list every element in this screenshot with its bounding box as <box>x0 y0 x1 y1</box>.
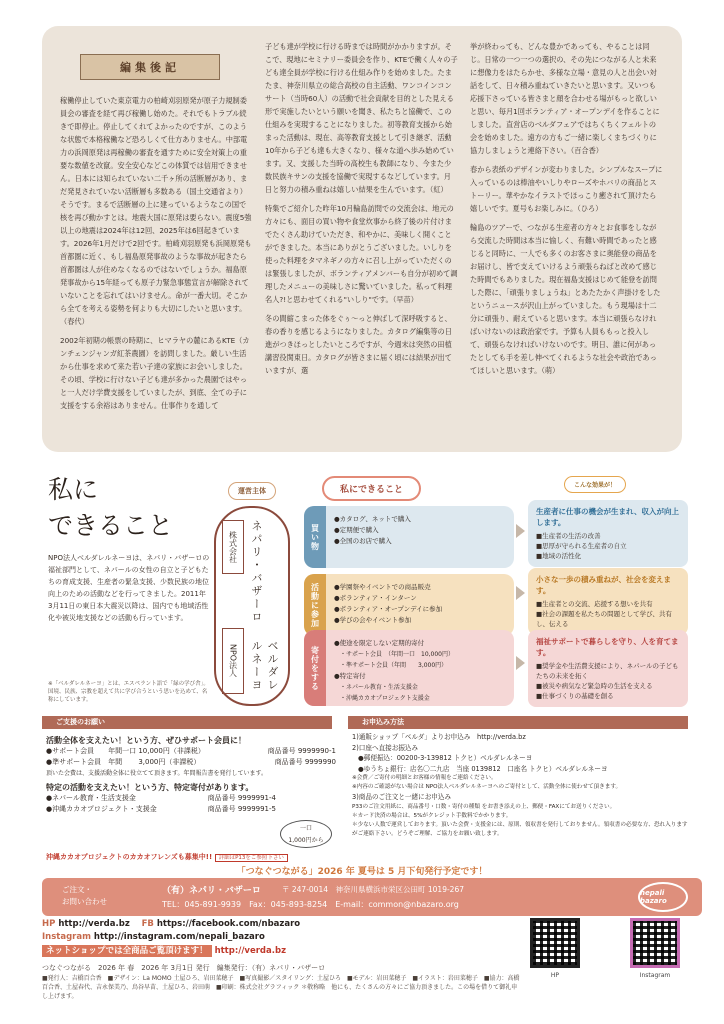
net-shop-label: ネットショップでは全商品ご覧頂けます！ <box>42 945 212 957</box>
row-item: ●定期便で購入 <box>334 526 379 534</box>
effect-box-welfare: 福祉サポートで暮らしを守り、人を育てます。 ■奨学金や生活費支援により、ネパールの子どもたちの未来を拓く ■被災や病気など緊急時の生活を支える ■仕事づくりの基礎を創る <box>528 630 688 707</box>
effect-label: こんな効果が！ <box>564 476 626 493</box>
arrow-right-icon <box>516 524 525 538</box>
colophon-issue: つなぐつながる 2026 年 春 2026 年 3月1日 発行 編集発行：（有）ネパリ・バザーロ <box>42 964 326 972</box>
operator-label: 運営主体 <box>228 482 276 500</box>
intro-text: NPO法人ベルダレルネーヨは、ネパリ・バザーロの福祉部門として、ネパールの女性の自立と子どもたちの育成支援、生産者の緊急支援、少数民族の地位向上のための活動などを行ってきました。2011年3月11日の東日本大震災以降は、国内でも地域活性化や被災地支援などの活動も行っています。 <box>48 554 210 622</box>
effect-box-producers: 生産者に仕事の機会が生まれ、収入が向上します。 ■生産者の生活の改善 ■思厚が守られる生産者の自立 ■地域の活性化 <box>528 500 688 567</box>
operator-organizations <box>214 506 290 706</box>
row-item: ●使途を限定しない定期的寄付 <box>334 639 425 647</box>
donation-line: ●沖縄カカオプロジェクト・支援金 商品番号 9999991-5 <box>46 805 276 813</box>
notes-column-2 <box>265 40 458 440</box>
row-item: ・ネパール教育・生活支援金 <box>340 684 418 691</box>
row-item: ・沖縄カカオプロジェクト支援金 <box>340 695 430 702</box>
fb-link[interactable]: https://facebook.com/nbazaro <box>156 919 301 929</box>
row-item: ●ボランティア・オープンデイに参加 <box>334 605 443 613</box>
org-type-company: 株式会社 <box>222 520 244 574</box>
instagram-key: Instagram <box>42 932 91 942</box>
row-item: ・サポート会員 （年間一口 10,000円） <box>340 651 454 658</box>
note-paragraph: 子ども達が学校に行ける時までは時間がかかりますが。そこで、現地にセミナリー委員会を作り、KTEで働く人々の子ども達全員が学校に行ける仕組み作りを始めました。たまたま、神奈川県立の総合高校の自主活動、ワンコインコンサート（当時60人）の活動で社会貢献を目的とした見える形で実施したいという願いを聞き、私たちと協働で、この仕組みを実現することになりました。初等教育支援から始まった活動は、現在、高等教育支援として引き継ぎ、活動10年から子ども達も大きくなり、様々な道へ歩み始めています。又、支援した当時の高校生も教師になり、今また少数民族キサンの支援を協働で実現するなどしています。月日と努力の積み重ねは嬉しい結果を生んでいます。（紅） <box>265 42 458 194</box>
support-header: ご支援のお願い <box>42 716 332 729</box>
row-item: ●カタログ、ネットで購入 <box>334 515 411 523</box>
note-paragraph: 挙が終わっても、どんな豊かであっても、やることは同じ。日常の一つ一つの選択の、その先につながる人と未来に想像力をはたらかせ、多様な立場・意見の人と出会い対話をして、日々積み重ねていきたいと思います。又いつも応援下さっている皆さまと顔を合わせる場がもっと欲しいと思い、毎月1回ボランティア・オープンデイを作ることにしました。直営店のベルダフェアではちくちくフェルトの会を始めました。遠方の方もご一緒に楽しくまちづくりに協力しましょうと連絡下さい。（百合香） <box>470 42 660 155</box>
row-item: ●全国のお店で購入 <box>334 537 392 545</box>
order-section <box>352 732 692 839</box>
arrow-right-icon <box>516 656 525 670</box>
note-paragraph: 輪島のツアーで、つながる生産者の方々とお食事をしながら交流した時間は本当に愉しく、有難い時間であったと感じると同時に、一人でも多くのお客さまに奥能登の商品をお届けし、皆で支えていけるよう頑張らねばと改めて感じた時間でもありました。現在福島支援はじめて能登を訪問した際に、「頑張りましょうね」とあたたかく声掛けをしたというニュースが沢山上がっていました。もう現場は十二分に頑張り、耐えていると思います。本当に頑張らなければいけないのは政治家です。予算も人員ももっと投入して、頑張らなければいけないのです。明日、誰に何があったとしても手を差し伸べてくれるような社会や政治であってほしいと思います。（萌） <box>470 223 661 375</box>
intro-note: ※「ベルダレルネーヨ」とは、エスペラント語で「緑の学び舎」。国境、民族、宗教を超えて共に学び合うという思いを込めて、名称にしています。 <box>48 681 209 703</box>
org-name-verda: ベルダレルネーヨ <box>250 640 279 692</box>
org-type-npo: NPO法人 <box>222 628 244 694</box>
note-paragraph: 冬の間縮こまった体をぐぅ〜っと伸ばして深呼吸すると、春の香りを感じるようになりました。カタログ編集等の日進がつきほっとしたいところですが、今週末は突然の田植講習役関東日。カタログが皆さまに届く頃には結果が出ていますが、選 <box>265 314 452 375</box>
net-shop-line <box>42 944 286 956</box>
next-issue-notice: 「つなぐつながる」2026 年 夏号は 5 月下旬発行予定です！ <box>236 867 488 877</box>
order-line: 3)商品のご注文と一緒にお申込み <box>352 793 452 801</box>
hp-key: HP <box>42 919 56 929</box>
qr-code-instagram-icon <box>630 918 680 968</box>
contact-label: ご注文・ お問い合わせ <box>62 885 107 906</box>
order-note: ※内容のご確認がない場合は NPO法人ベルダレルネーヨへのご寄付として、活動全体に使わせて頂きます。 <box>352 784 622 790</box>
colophon-credits: ■発行人：吉橋百合香 ■デザイン：La MOMO 土屋ひろ、岩田菜穂子 ■写真撮影／スタイリング：土屋ひろ ■モデル：岩田菜穂子 ■イラスト：岩田菜穂子 ■協力：高橋百合香、土屋春代、吉永保美乃、鳥谷早苗、土屋ひろ、岩田萌 ■印刷：株式会社グラフィック ＊敬称略 他にも、たくさんの方々にご協力頂きました。この場を借りて御礼申し上げます。 <box>42 975 520 1000</box>
order-header: お申込み方法 <box>348 716 688 729</box>
notes-column-3 <box>470 40 663 440</box>
can-do-label: 私にできること <box>322 476 421 501</box>
order-note: ※会費／ご寄付の明細とお客様の情報をご連絡ください。 <box>352 775 497 781</box>
company-phone-email: TEL：045-891-9939 Fax：045-893-8254 E-mail：common@nbazaro.org <box>162 900 459 909</box>
membership-line: ●準サポート会員 年間 3,000円（非課税） 商品番号 9999990 <box>46 758 336 766</box>
row-tag: 活動に参加 <box>304 574 326 636</box>
membership-line: ●サポート会員 年間一口 10,000円（非課税） 商品番号 9999990-1 <box>46 747 336 755</box>
row-item: ・準サポート会員（年間 3,000円） <box>340 662 448 669</box>
instagram-link[interactable]: http://instagram.com/nepali_bazaro <box>93 932 265 942</box>
order-line: 2)口座へ直接お振込み <box>352 743 419 752</box>
row-item: ●ボランティア・インターン <box>334 594 417 602</box>
support-lead: 活動全体を支えたい！という方、ぜひサポート会員に！ <box>46 736 246 745</box>
row-donate <box>304 630 514 706</box>
note-paragraph: 特集でご紹介した昨年10月輪島訪問での交流会は、地元の方々にも、面目の買い物や食堂炊事から終了後の片付けまでたくさん助けていただき、和やかに、美味しく開くことができました。本当にありがとうございました。いしりを使った料理をタマネギノの方々に召し上がっていただくのは緊張しましたが、ボランティアメンバーも自分が初めて調理したメニューの美味しさに驚いていました。私って料理名人?!と思わせてくれる"いしり"です。（早苗） <box>265 204 458 304</box>
qr-code-hp-icon <box>530 918 580 968</box>
nepali-bazaro-logo: nepali bazaro <box>638 882 688 912</box>
qr-label-instagram: Instagram <box>639 972 671 979</box>
note-paragraph: 2002年初期の帳票の時期に、ヒマラヤの麓にあるKTE（カンチェンジャンガ紅茶農園）を訪問しました。厳しい生活から仕事を求めて来た若い子達の家族にお会いしました。その頃、学校に行けない子ども達が多かった農園ではやっと一人だけ学費支援をしていましたが、到底、全ての子に支援をする余裕はありません。仕事作りを通して <box>60 336 250 410</box>
okinawa-cacao-notice: 沖縄カカオプロジェクトのカカオフレンズも募集中!! 詳細はP13をご参照下さい <box>46 852 288 862</box>
donation-line: ●ネパール教育・生活支援金 商品番号 9999991-4 <box>46 794 276 802</box>
row-item: ●学園祭やイベントでの商品販売 <box>334 583 431 591</box>
support-note: 頂いた会費は、支援活動全体に役立てて頂きます。年間報告書を発行しています。 <box>46 770 268 777</box>
what-i-can-do-section <box>42 462 702 714</box>
note-paragraph: 春から表紙のデザインが変わりました。シンプルなスープに入っているのは棒油やいしりやローズやホバリの商品とストーリー。華やかなイラストでほっこり癒されて頂けたら嬉しいです。夏号もお楽しみに。（ひろ） <box>470 165 663 213</box>
order-note: P33のご注文用紙に、商品番号・口数・寄付の種類 をお書き添えの上、郵便・FAXにてお送りください。 <box>352 803 616 810</box>
qr-label-hp: HP <box>550 972 560 979</box>
row-item: ●特定寄付 <box>334 672 366 680</box>
arrow-right-icon <box>516 586 525 600</box>
row-item: ●学びの会やイベント参加 <box>334 616 412 624</box>
order-line: 1)通販ショップ「ベルダ」よりお申込み http://verda.bz <box>352 733 526 741</box>
row-tag: 寄付をする <box>304 630 326 706</box>
row-tag: 買い物 <box>304 506 326 568</box>
net-shop-link[interactable]: http://verda.bz <box>214 946 287 956</box>
note-paragraph: 稼働停止していた東京電力の柏崎刈羽原発が原子力規制委員会の審査を経て再び稼働し始めた。それでもトラブル続きで即停止。停止してくれてよかったのですが、このような状態で本格稼働など恐ろしくて仕方ありません。中部電力の浜岡原発は再稼働の審査を通すために安全対策上の重要な数値を改竄。安全安心などこの体質では信用できません。日本には知られていない二千ヶ所の活断層があり、まだ発見されていない活断層も多数ある（国土交通省より）そうです。まるで活断層の上に建っているようなこの国で核を再び動かすとは。地震大国に原発は要らない。震度5強以上の地震は2024年は12回、2025年は6回起きています。2026年1月だけで2回です。柏崎刈羽原発も浜岡原発も首都圏に近く、もし福島原発事故のような事故が起きたら首都圏は人が住めなくなるのではないでしょうか。福島原発事故から15年経っても原子力緊急事態宣言が解除されていないことを忘れてはいけません。命が一番大切。そこから全てを考える姿勢を何よりも大切にしたいと思います。（春代） <box>60 96 252 326</box>
org-name-nepali-bazaro: ネパリ・バザーロ <box>250 520 263 624</box>
min-amount-badge: 一口 1,000円から <box>280 820 332 848</box>
support-section <box>46 732 336 815</box>
company-address: 〒 247-0014 神奈川県横浜市栄区公田町 1019-267 <box>282 885 464 894</box>
notes-title: 編集後記 <box>80 54 220 80</box>
notes-column-1 <box>60 40 253 440</box>
order-line: ●ゆうちょ銀行：店名〇二九店 当座 0139812 口座名 トクヒ）ベルダレルネーヨ <box>358 764 608 773</box>
fb-key: FB <box>141 919 154 929</box>
colophon <box>42 962 522 1001</box>
company-name: （有）ネパリ・バザーロ <box>162 886 261 896</box>
support-lead-specific: 特定の活動を支えたい！という方、特定寄付があります。 <box>46 783 254 792</box>
effect-box-society: 小さな一歩の積み重ねが、社会を変えます。 ■生産者との交流、応援する想いを共有 ■社会の課題を私たちの問題として学び、共有し、伝える <box>528 568 688 635</box>
hp-link[interactable]: http://verda.bz <box>58 919 130 929</box>
web-links <box>42 918 300 944</box>
editors-notes-panel <box>42 26 682 452</box>
section-title: 私に できること <box>48 475 174 540</box>
row-participate <box>304 574 514 636</box>
order-note: ＊少ない人数で運営しております。頂いた会費・支援金には、原則、領収書を発行しておりません。領収書の必要な方、恐れ入りますがご連絡下さい。どうぞご理解、ご協力をお願い致します。 <box>352 821 688 837</box>
order-line: ●郵便振込：00200-3-139812 トクヒ）ベルダレルネーヨ <box>358 754 533 762</box>
contact-band <box>42 878 702 916</box>
row-shopping <box>304 506 514 568</box>
order-note: ＊カード決済の場合は、5%がクレジット手数料でかかります。 <box>352 812 512 819</box>
